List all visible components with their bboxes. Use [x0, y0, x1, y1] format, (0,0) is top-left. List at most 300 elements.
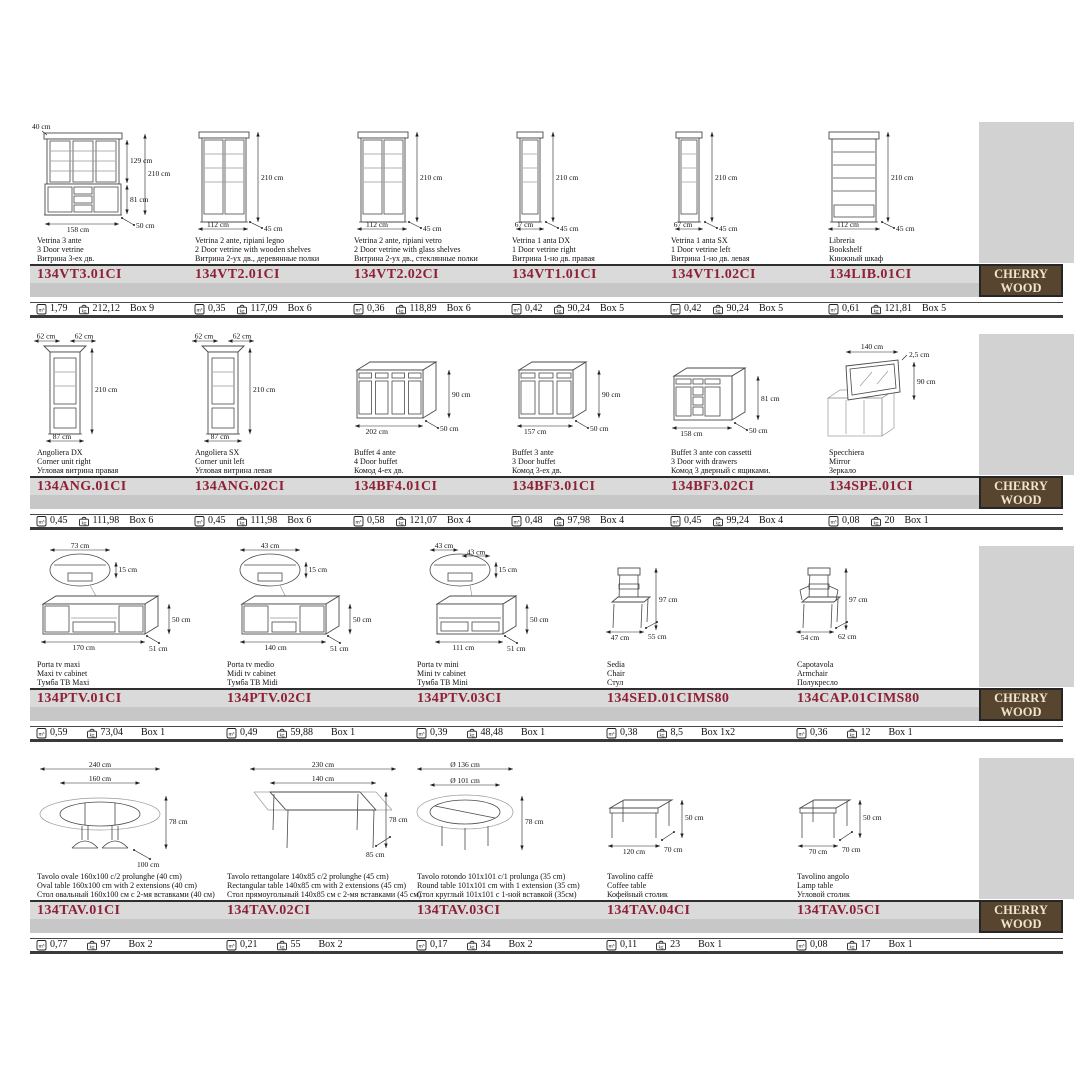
volume-value: 0,59 — [50, 727, 68, 738]
product-description-line: Угловой столик — [797, 889, 850, 899]
volume-icon — [36, 727, 47, 739]
svg-text:kg: kg — [849, 732, 854, 738]
volume-icon — [416, 939, 427, 951]
product-stats — [36, 513, 218, 528]
weight-icon — [655, 939, 667, 951]
product-code: 134PTV.01CI — [37, 691, 122, 706]
dimension-label: 2,5 cm — [909, 350, 930, 359]
svg-text:kg: kg — [89, 732, 94, 738]
product-description-line: 2 Door vetrine with glass shelves — [354, 244, 461, 254]
svg-text:kg: kg — [81, 308, 86, 314]
volume-value: 0,45 — [208, 515, 226, 526]
product-description-line: Angoliera SX — [195, 448, 240, 457]
product-description-line: Витрина 1-но дв. левая — [671, 253, 750, 263]
svg-text:kg: kg — [89, 944, 94, 950]
product-description-line: Витрина 3-ех дв. — [37, 253, 95, 263]
weight-icon — [466, 727, 478, 739]
weight-value: 111,98 — [250, 515, 278, 526]
product-description-line: Maxi tv cabinet — [37, 668, 88, 678]
dimension-label: 157 cm — [524, 427, 547, 436]
weight-icon — [870, 515, 882, 527]
product-description-line: Tavolino angolo — [797, 872, 850, 881]
material-swatch — [979, 122, 1074, 263]
weight-icon — [276, 727, 288, 739]
svg-text:m³: m³ — [830, 307, 837, 313]
dimension-label: 112 cm — [836, 220, 860, 229]
dimension-label: 140 cm — [264, 643, 287, 652]
dimension-label: 210 cm — [253, 385, 276, 394]
weight-value: 121,81 — [884, 303, 912, 314]
box-count: Box 2 — [508, 939, 533, 950]
volume-value: 0,36 — [810, 727, 828, 738]
volume-icon — [511, 515, 522, 527]
weight-icon — [78, 303, 90, 315]
dimension-label: 62 cm — [36, 331, 56, 341]
svg-text:kg: kg — [556, 520, 561, 526]
volume-value: 0,58 — [367, 515, 385, 526]
product-code: 134VT2.02CI — [354, 267, 439, 282]
product-description-line: Midi tv cabinet — [227, 668, 276, 678]
box-count: Box 6 — [287, 515, 312, 526]
dimension-label: 111 cm — [452, 643, 475, 652]
product-stats — [36, 937, 250, 952]
volume-icon — [194, 303, 205, 315]
product-description — [829, 237, 987, 265]
product-diagram — [600, 544, 790, 662]
dimension-label: 97 cm — [659, 595, 678, 604]
diagram-svg — [664, 120, 822, 238]
svg-text:m³: m³ — [513, 307, 520, 313]
weight-value: 59,88 — [290, 727, 313, 738]
weight-icon — [870, 303, 882, 315]
svg-text:kg: kg — [715, 520, 720, 526]
product-code: 134LIB.01CI — [829, 267, 912, 282]
diagram-svg — [347, 120, 505, 238]
diagram-svg — [30, 541, 220, 662]
product-code: 134CAP.01CIMS80 — [797, 691, 920, 706]
product-diagram — [664, 120, 822, 238]
dimension-label: 81 cm — [130, 195, 149, 204]
dimension-label: 158 cm — [66, 225, 90, 234]
product-description-line: Тумба ТВ Midi — [227, 677, 278, 687]
product-diagram — [410, 756, 600, 874]
dimension-label: 67 cm — [673, 220, 693, 229]
dimension-label: 78 cm — [389, 815, 408, 824]
product-description-line: Книжный шкаф — [829, 253, 884, 263]
product-description-line: Стол овальный 160x100 см с 2-мя вставками (40 см) — [37, 889, 215, 899]
box-count: Box 6 — [446, 303, 471, 314]
product-description-line: Vetrina 2 ante, ripiani legno — [195, 236, 285, 245]
product-description-line: Комод 4-ех дв. — [354, 465, 404, 475]
product-description-line: Angoliera DX — [37, 448, 83, 457]
product-code: 134SED.01CIMS80 — [607, 691, 730, 706]
box-count: Box 4 — [447, 515, 472, 526]
product-description-line: Угловая витрина левая — [195, 465, 272, 475]
product-code: 134ANG.01CI — [37, 479, 127, 494]
volume-value: 0,36 — [367, 303, 385, 314]
product-description-line: Tavolino caffè — [607, 872, 654, 881]
svg-text:kg: kg — [659, 732, 664, 738]
material-swatch — [979, 758, 1074, 899]
volume-value: 0,08 — [842, 515, 860, 526]
svg-text:m³: m³ — [196, 307, 203, 313]
svg-text:kg: kg — [873, 308, 878, 314]
svg-text:kg: kg — [279, 944, 284, 950]
product-description-line: Vetrina 3 ante — [37, 236, 82, 245]
product-code: 134PTV.02CI — [227, 691, 312, 706]
dimension-label: 45 cm — [560, 224, 579, 233]
weight-value: 34 — [480, 939, 491, 950]
product-description-line: Стол круглый 101x101 с 1-ной вставкой (35см) — [417, 889, 577, 899]
product-description — [797, 661, 987, 689]
product-stats — [670, 301, 852, 316]
product-diagram — [505, 332, 663, 450]
dimension-label: 51 cm — [149, 644, 168, 653]
svg-text:m³: m³ — [228, 731, 235, 737]
product-description-line: Buffet 3 ante con cassetti — [671, 448, 752, 457]
dimension-label: 40 cm — [32, 122, 51, 131]
product-description — [512, 449, 670, 477]
product-description-line: Зеркало — [829, 465, 856, 475]
product-diagram — [220, 541, 410, 662]
volume-value: 0,35 — [208, 303, 226, 314]
volume-value: 0,77 — [50, 939, 68, 950]
product-description-line: Sedia — [607, 660, 625, 669]
product-description-line: Porta tv maxi — [37, 660, 81, 669]
svg-text:kg: kg — [239, 520, 244, 526]
secondary-gray-bar — [30, 283, 979, 297]
svg-text:m³: m³ — [196, 519, 203, 525]
box-count: Box 9 — [130, 303, 155, 314]
product-description-line: Bookshelf — [829, 244, 862, 254]
volume-value: 0,11 — [620, 939, 638, 950]
volume-icon — [828, 515, 839, 527]
volume-icon — [511, 303, 522, 315]
product-diagram — [220, 756, 410, 874]
dimension-label: 62 cm — [838, 632, 857, 641]
secondary-gray-bar — [30, 495, 979, 509]
svg-text:kg: kg — [398, 520, 403, 526]
product-description-line: Buffet 4 ante — [354, 448, 396, 457]
weight-value: 212,12 — [92, 303, 120, 314]
product-description-line: Porta tv medio — [227, 660, 275, 669]
product-diagram — [664, 332, 822, 450]
product-description-line: Тумба ТВ Mini — [417, 677, 468, 687]
weight-icon — [712, 515, 724, 527]
weight-icon — [656, 727, 668, 739]
svg-text:kg: kg — [849, 944, 854, 950]
product-stats — [416, 725, 630, 740]
product-description-line: Libreria — [829, 236, 855, 245]
weight-icon — [553, 303, 565, 315]
dimension-label: 100 cm — [137, 860, 160, 869]
dimension-label: 51 cm — [507, 644, 526, 653]
volume-value: 0,61 — [842, 303, 860, 314]
dimension-label: 210 cm — [261, 173, 284, 182]
volume-value: 0,42 — [525, 303, 543, 314]
volume-value: 0,17 — [430, 939, 448, 950]
diagram-svg — [790, 756, 980, 874]
svg-text:kg: kg — [556, 308, 561, 314]
material-swatch — [979, 334, 1074, 475]
weight-icon — [78, 515, 90, 527]
weight-value: 97,98 — [567, 515, 590, 526]
product-description-line: 1 Door vetrine right — [512, 244, 576, 254]
volume-icon — [670, 515, 681, 527]
box-count: Box 6 — [287, 303, 312, 314]
box-count: Box 2 — [318, 939, 343, 950]
product-description — [195, 237, 353, 265]
box-count: Box 1 — [521, 727, 546, 738]
box-count: Box 5 — [600, 303, 625, 314]
diagram-svg — [790, 544, 980, 662]
dimension-label: 62 cm — [194, 331, 214, 341]
dimension-label: 210 cm — [148, 169, 171, 178]
box-count: Box 1 — [904, 515, 929, 526]
product-diagram — [30, 541, 220, 662]
product-description-line: Угловая витрина правая — [37, 465, 119, 475]
product-stats — [194, 301, 376, 316]
product-code: 134ANG.02CI — [195, 479, 285, 494]
product-diagram — [822, 332, 980, 450]
product-diagram — [347, 120, 505, 238]
product-code: 134TAV.03CI — [417, 903, 501, 918]
diagram-svg — [600, 544, 790, 662]
dimension-label: 112 cm — [365, 220, 389, 229]
product-description-line: Capotavola — [797, 660, 834, 669]
weight-value: 8,5 — [670, 727, 683, 738]
svg-text:kg: kg — [715, 308, 720, 314]
product-description — [37, 873, 227, 901]
box-count: Box 6 — [129, 515, 154, 526]
dimension-label: 90 cm — [917, 377, 936, 386]
product-description-line: Chair — [607, 668, 625, 678]
dimension-label: 55 cm — [648, 632, 667, 641]
dimension-label: 202 cm — [365, 427, 388, 436]
box-count: Box 4 — [759, 515, 784, 526]
svg-text:m³: m³ — [38, 307, 45, 313]
weight-icon — [466, 939, 478, 951]
weight-value: 117,09 — [250, 303, 278, 314]
product-stats — [511, 301, 693, 316]
diagram-svg — [220, 541, 410, 662]
secondary-gray-bar — [30, 919, 979, 933]
svg-text:m³: m³ — [418, 943, 425, 949]
diagram-svg — [664, 332, 822, 450]
product-description — [417, 661, 607, 689]
product-description — [797, 873, 987, 901]
product-description-line: Витрина 2-ух дв., стеклянные полки — [354, 253, 478, 263]
product-description-line: Rectangular table 140x85 cm with 2 extensions (45 cm) — [227, 880, 407, 890]
volume-value: 1,79 — [50, 303, 68, 314]
product-stats — [36, 301, 218, 316]
volume-icon — [194, 515, 205, 527]
volume-value: 0,39 — [430, 727, 448, 738]
box-count: Box 1 — [888, 727, 913, 738]
svg-text:m³: m³ — [355, 519, 362, 525]
dimension-label: 210 cm — [556, 173, 579, 182]
dimension-label: 50 cm — [863, 813, 882, 822]
product-stats — [670, 513, 852, 528]
weight-value: 118,89 — [409, 303, 437, 314]
dimension-label: 240 cm — [88, 760, 112, 769]
weight-icon — [846, 727, 858, 739]
dimension-label: 87 cm — [210, 432, 230, 441]
weight-icon — [86, 727, 98, 739]
product-stats — [194, 513, 376, 528]
product-description — [671, 449, 829, 477]
volume-icon — [416, 727, 427, 739]
weight-icon — [236, 303, 248, 315]
product-description-line: 3 Door vetrine — [37, 244, 84, 254]
material-label: CHERRY WOOD — [979, 264, 1063, 297]
product-description — [227, 872, 422, 901]
weight-value: 90,24 — [567, 303, 590, 314]
product-description-line: Armchair — [797, 668, 828, 678]
box-count: Box 5 — [922, 303, 947, 314]
dimension-label: 62 cm — [74, 331, 94, 341]
volume-icon — [36, 515, 47, 527]
dimension-label: 15 cm — [498, 565, 518, 574]
volume-icon — [353, 303, 364, 315]
dimension-label: 90 cm — [452, 390, 471, 399]
product-description-line: Тумба ТВ Maxi — [37, 677, 90, 687]
diagram-svg — [220, 756, 410, 874]
product-description-line: Mirror — [829, 456, 851, 466]
product-description — [37, 449, 195, 477]
dimension-label: 50 cm — [749, 426, 768, 435]
volume-icon — [670, 303, 681, 315]
box-count: Box 5 — [759, 303, 784, 314]
dimension-label: 170 cm — [72, 643, 95, 652]
dimension-label: 50 cm — [136, 221, 155, 230]
product-diagram — [790, 756, 980, 874]
product-description — [195, 449, 353, 477]
weight-icon — [86, 939, 98, 951]
dimension-label: 210 cm — [420, 173, 443, 182]
svg-text:kg: kg — [279, 732, 284, 738]
diagram-svg — [822, 332, 980, 450]
dimension-label: 230 cm — [311, 760, 335, 769]
dimension-label: 45 cm — [719, 224, 738, 233]
product-code: 134PTV.03CI — [417, 691, 502, 706]
svg-text:m³: m³ — [608, 731, 615, 737]
dimension-label: 47 cm — [610, 633, 630, 642]
dimension-label: 81 cm — [761, 394, 780, 403]
weight-value: 12 — [860, 727, 871, 738]
dimension-label: 62 cm — [232, 331, 252, 341]
dimension-label: 50 cm — [172, 615, 191, 624]
weight-icon — [395, 515, 407, 527]
weight-value: 90,24 — [726, 303, 749, 314]
svg-text:kg: kg — [81, 520, 86, 526]
product-description-line: 4 Door buffet — [354, 456, 398, 466]
product-description-line: Coffee table — [607, 880, 647, 890]
svg-text:m³: m³ — [798, 731, 805, 737]
product-description — [354, 449, 512, 477]
svg-text:m³: m³ — [228, 943, 235, 949]
product-stats — [226, 725, 440, 740]
product-description-line: Mini tv cabinet — [417, 668, 466, 678]
diagram-svg — [410, 541, 600, 662]
product-description-line: Стол прямоугольный 140x85 см с 2-мя вставками (45 см) — [227, 889, 422, 899]
volume-value: 0,08 — [810, 939, 828, 950]
dimension-label: 120 cm — [622, 847, 646, 856]
weight-icon — [395, 303, 407, 315]
diagram-svg — [30, 756, 220, 874]
dimension-label: 158 cm — [680, 429, 703, 438]
box-count: Box 2 — [128, 939, 153, 950]
box-count: Box 1 — [698, 939, 723, 950]
dimension-label: Ø 101 cm — [450, 776, 480, 785]
svg-text:m³: m³ — [830, 519, 837, 525]
diagram-svg — [410, 756, 600, 874]
diagram-svg — [505, 120, 663, 238]
svg-text:kg: kg — [469, 944, 474, 950]
svg-text:m³: m³ — [38, 519, 45, 525]
weight-value: 97 — [100, 939, 111, 950]
svg-text:m³: m³ — [418, 731, 425, 737]
diagram-svg — [30, 332, 188, 450]
dimension-label: 70 cm — [842, 845, 861, 854]
product-stats — [353, 301, 535, 316]
product-code: 134VT1.01CI — [512, 267, 597, 282]
weight-value: 73,04 — [100, 727, 123, 738]
dimension-label: 90 cm — [602, 390, 621, 399]
volume-icon — [36, 303, 47, 315]
product-description — [37, 661, 227, 689]
svg-text:kg: kg — [469, 732, 474, 738]
dimension-label: 51 cm — [330, 644, 349, 653]
dimension-label: 85 cm — [366, 850, 385, 859]
product-code: 134SPE.01CI — [829, 479, 914, 494]
product-stats — [606, 725, 820, 740]
dimension-label: 112 cm — [206, 220, 230, 229]
dimension-label: 210 cm — [891, 173, 914, 182]
product-stats — [796, 937, 1010, 952]
product-description-line: Buffet 3 ante — [512, 448, 554, 457]
volume-value: 0,21 — [240, 939, 258, 950]
dimension-label: 87 cm — [52, 432, 72, 441]
product-description-line: Vetrina 1 anta DX — [512, 236, 570, 245]
diagram-svg — [30, 120, 188, 238]
product-description-line: Vetrina 2 ante, ripiani vetro — [354, 236, 442, 245]
product-description-line: Tavolo rotondo 101x101 c/1 prolunga (35 cm) — [417, 872, 566, 881]
product-code: 134VT1.02CI — [671, 267, 756, 282]
volume-value: 0,45 — [684, 515, 702, 526]
product-description-line: 1 Door vetrine left — [671, 244, 731, 254]
product-code: 134TAV.01CI — [37, 903, 121, 918]
product-description — [829, 449, 987, 477]
diagram-svg — [188, 120, 346, 238]
weight-icon — [236, 515, 248, 527]
product-code: 134TAV.04CI — [607, 903, 691, 918]
product-diagram — [347, 332, 505, 450]
dimension-label: 78 cm — [525, 817, 544, 826]
dimension-label: 43 cm — [434, 541, 454, 550]
product-description-line: 2 Door vetrine with wooden shelves — [195, 244, 311, 254]
dimension-label: 15 cm — [118, 565, 138, 574]
svg-text:kg: kg — [239, 308, 244, 314]
product-description — [671, 237, 829, 265]
product-code: 134BF3.01CI — [512, 479, 596, 494]
product-diagram — [30, 756, 220, 874]
volume-icon — [796, 939, 807, 951]
dimension-label: 140 cm — [311, 774, 335, 783]
product-description-line: Tavolo rettangolare 140x85 c/2 prolunghe (45 cm) — [227, 872, 389, 881]
diagram-svg — [347, 332, 505, 450]
svg-text:kg: kg — [398, 308, 403, 314]
